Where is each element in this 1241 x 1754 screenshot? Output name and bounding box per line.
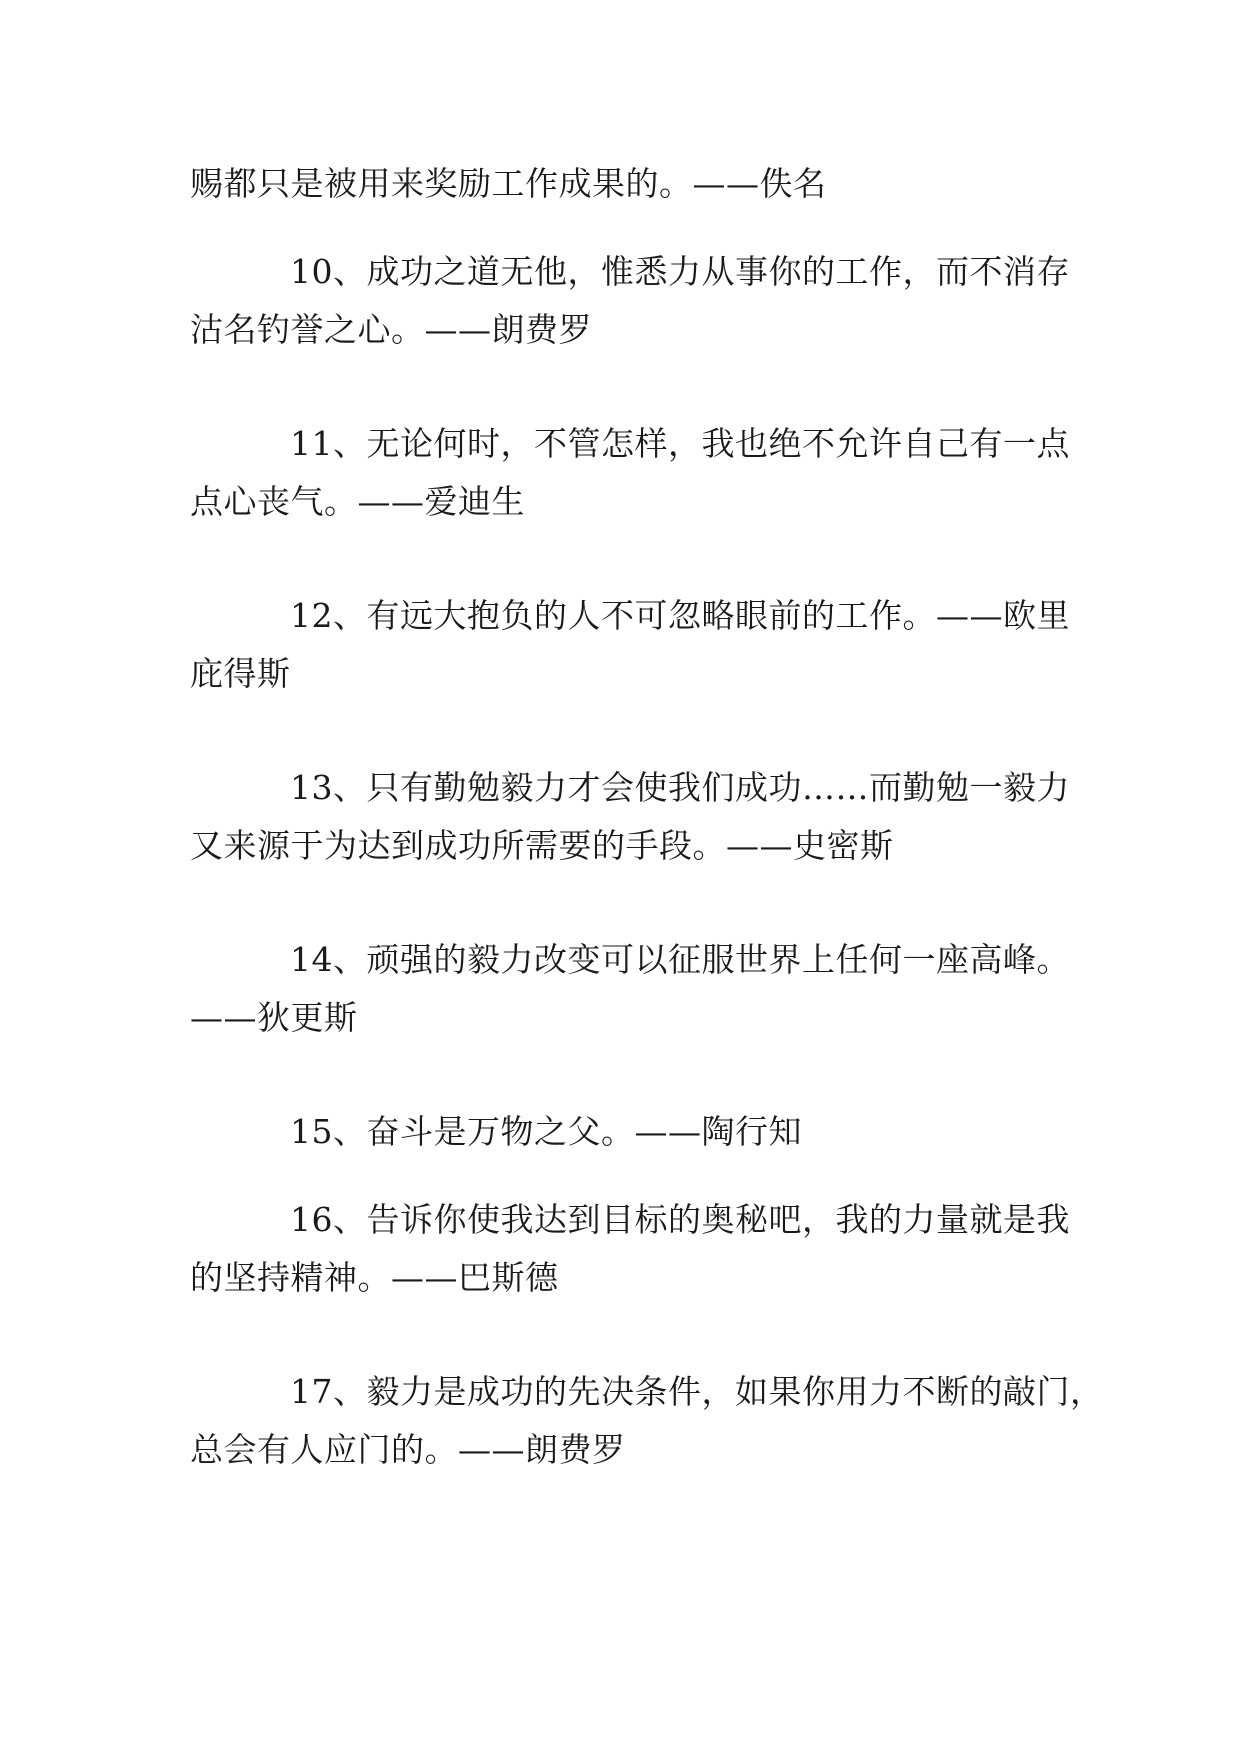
text-line: 13、只有勤勉毅力才会使我们成功……而勤勉一毅力 xyxy=(290,768,1070,807)
text-line: 沽名钓誉之心。——朗费罗 xyxy=(190,310,592,349)
text-line: 的坚持精神。——巴斯德 xyxy=(190,1258,559,1297)
text-line: 11、无论何时，不管怎样，我也绝不允许自己有一点 xyxy=(290,424,1070,463)
quote-11 xyxy=(190,415,1070,531)
quote-15 xyxy=(190,1103,1060,1161)
text-line: 10、成功之道无他，惟悉力从事你的工作，而不消存 xyxy=(290,252,1070,291)
text-line: 庇得斯 xyxy=(190,654,291,693)
quote-13 xyxy=(190,759,1070,875)
quote-14 xyxy=(190,931,1070,1047)
text-line: 点心丧气。——爱迪生 xyxy=(190,482,525,521)
text-line: 15、奋斗是万物之父。——陶行知 xyxy=(290,1112,802,1151)
text-line: 又来源于为达到成功所需要的手段。——史密斯 xyxy=(190,826,894,865)
text-line: ——狄更斯 xyxy=(190,998,358,1037)
text-line: 总会有人应门的。——朗费罗 xyxy=(190,1430,626,1469)
text-line: 17、毅力是成功的先决条件，如果你用力不断的敲门， xyxy=(290,1372,1104,1411)
quote-12 xyxy=(190,587,1070,703)
quote-16 xyxy=(190,1191,1070,1307)
text-line: 14、顽强的毅力改变可以征服世界上任何一座高峰。 xyxy=(290,940,1070,979)
quote-17 xyxy=(190,1363,1104,1479)
text-line: 16、告诉你使我达到目标的奥秘吧，我的力量就是我 xyxy=(290,1200,1070,1239)
quote-continuation xyxy=(190,155,1060,213)
text-line: 赐都只是被用来奖励工作成果的。——佚名 xyxy=(190,164,827,203)
quote-10 xyxy=(190,243,1070,359)
text-line: 12、有远大抱负的人不可忽略眼前的工作。——欧里 xyxy=(290,596,1070,635)
